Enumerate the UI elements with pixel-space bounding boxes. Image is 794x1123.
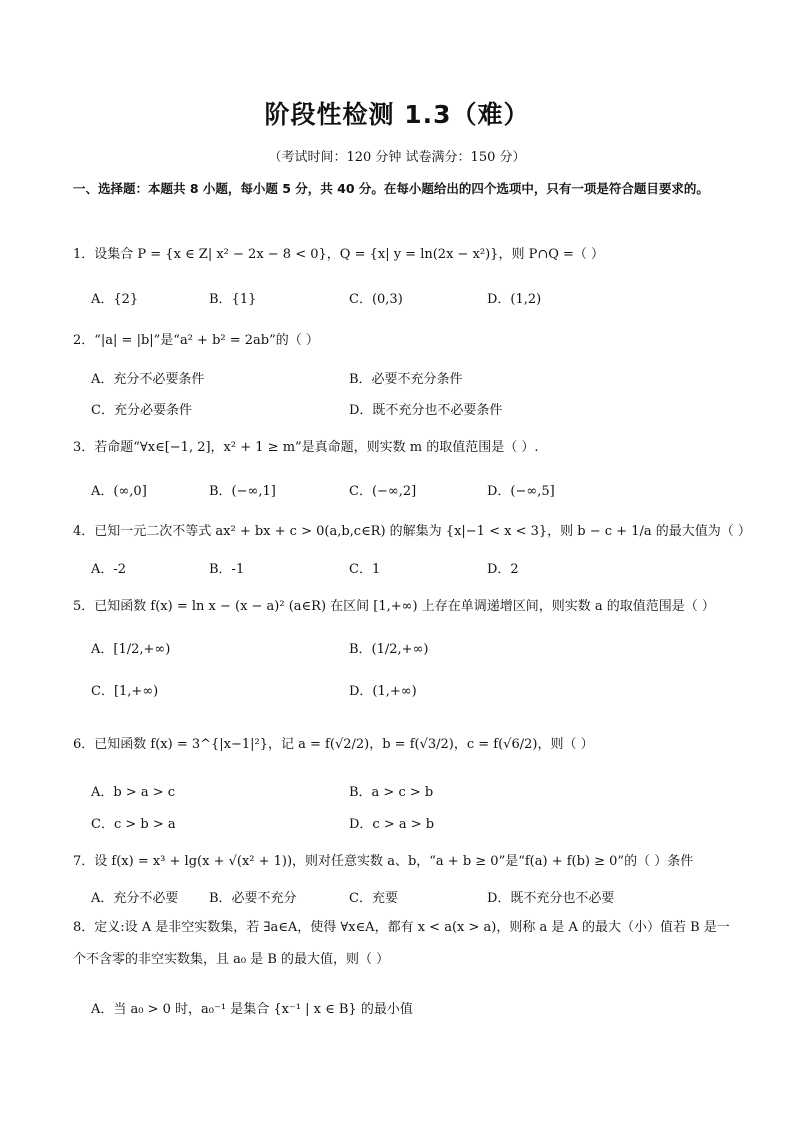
question-1-option-b: B．{1} [209, 292, 257, 307]
question-1-option-c: C．(0,3) [349, 292, 403, 307]
question-7-option-b: B．必要不充分 [209, 891, 297, 906]
question-3-option-b: B．(−∞,1] [209, 484, 276, 499]
question-7-option-a: A．充分不必要 [91, 891, 179, 906]
question-2-option-a: A．充分不必要条件 [91, 372, 205, 387]
section-heading: 一、选择题：本题共 8 小题，每小题 5 分，共 40 分。在每小题给出的四个选项中，只有一项是符合题目要求的。 [73, 181, 709, 196]
question-5-option-c: C．[1,+∞) [91, 684, 159, 699]
question-7-option-d: D．既不充分也不必要 [487, 891, 615, 906]
question-2-option-c: C．充分必要条件 [91, 403, 192, 418]
question-8-option-a: A．当 a₀ > 0 时，a₀⁻¹ 是集合 {x⁻¹ | x ∈ B} 的最小值 [91, 1002, 413, 1017]
question-3-stem: 3．若命题“∀x∈[−1, 2]，x² + 1 ≥ m”是真命题，则实数 m 的取值范围是（ ）. [73, 440, 539, 455]
question-6-option-d: D．c > a > b [349, 817, 435, 832]
page-title: 阶段性检测 1.3（难） [264, 100, 530, 129]
question-5-stem: 5．已知函数 f(x) = ln x − (x − a)² (a∈R) 在区间 [1,+∞) 上存在单调递增区间，则实数 a 的取值范围是（ ） [73, 599, 715, 614]
question-3-option-d: D．(−∞,5] [487, 484, 555, 499]
question-5-option-b: B．(1/2,+∞) [349, 642, 429, 657]
question-3-option-a: A．(∞,0] [91, 484, 147, 499]
question-1-stem: 1．设集合 P = {x ∈ Z| x² − 2x − 8 < 0}，Q = {x| y = ln(2x − x²)}，则 P∩Q =（ ） [73, 247, 605, 262]
question-2-stem: 2．“|a| = |b|”是“a² + b² = 2ab”的（ ） [73, 333, 319, 348]
question-5-option-a: A．[1/2,+∞) [91, 642, 171, 657]
question-4-option-b: B．-1 [209, 562, 245, 577]
question-4-option-d: D．2 [487, 562, 519, 577]
question-7-option-c: C．充要 [349, 891, 398, 906]
question-7-stem: 7．设 f(x) = x³ + lg(x + √(x² + 1))，则对任意实数 a、b，“a + b ≥ 0”是“f(a) + f(b) ≥ 0”的（ ）条件 [73, 854, 694, 869]
question-1-option-d: D．(1,2) [487, 292, 542, 307]
question-2-option-d: D．既不充分也不必要条件 [349, 403, 503, 418]
question-8-stem: 8．定义:设 A 是非空实数集，若 ∃a∈A，使得 ∀x∈A，都有 x < a(x > a)，则称 a 是 A 的最大（小）值若 B 是一个不含零的非空实数集，且 a₀ 是 B 的最大值，则（ ） [73, 920, 730, 967]
question-6-option-a: A．b > a > c [91, 785, 176, 800]
question-1-option-a: A．{2} [91, 292, 139, 307]
question-6-option-c: C．c > b > a [91, 817, 176, 832]
question-2-option-b: B．必要不充分条件 [349, 372, 463, 387]
question-6-stem: 6．已知函数 f(x) = 3^{|x−1|²}，记 a = f(√2/2)，b = f(√3/2)，c = f(√6/2)，则（ ） [73, 737, 594, 752]
question-4-option-a: A．-2 [91, 562, 127, 577]
question-4-stem: 4．已知一元二次不等式 ax² + bx + c > 0(a,b,c∈R) 的解集为 {x|−1 < x < 3}，则 b − c + 1/a 的最大值为（ ） [73, 524, 751, 539]
question-5-option-d: D．(1,+∞) [349, 684, 417, 699]
question-3-option-c: C．(−∞,2] [349, 484, 417, 499]
question-4-option-c: C．1 [349, 562, 381, 577]
exam-info: （考试时间：120 分钟 试卷满分：150 分） [268, 150, 526, 165]
question-6-option-b: B．a > c > b [349, 785, 434, 800]
